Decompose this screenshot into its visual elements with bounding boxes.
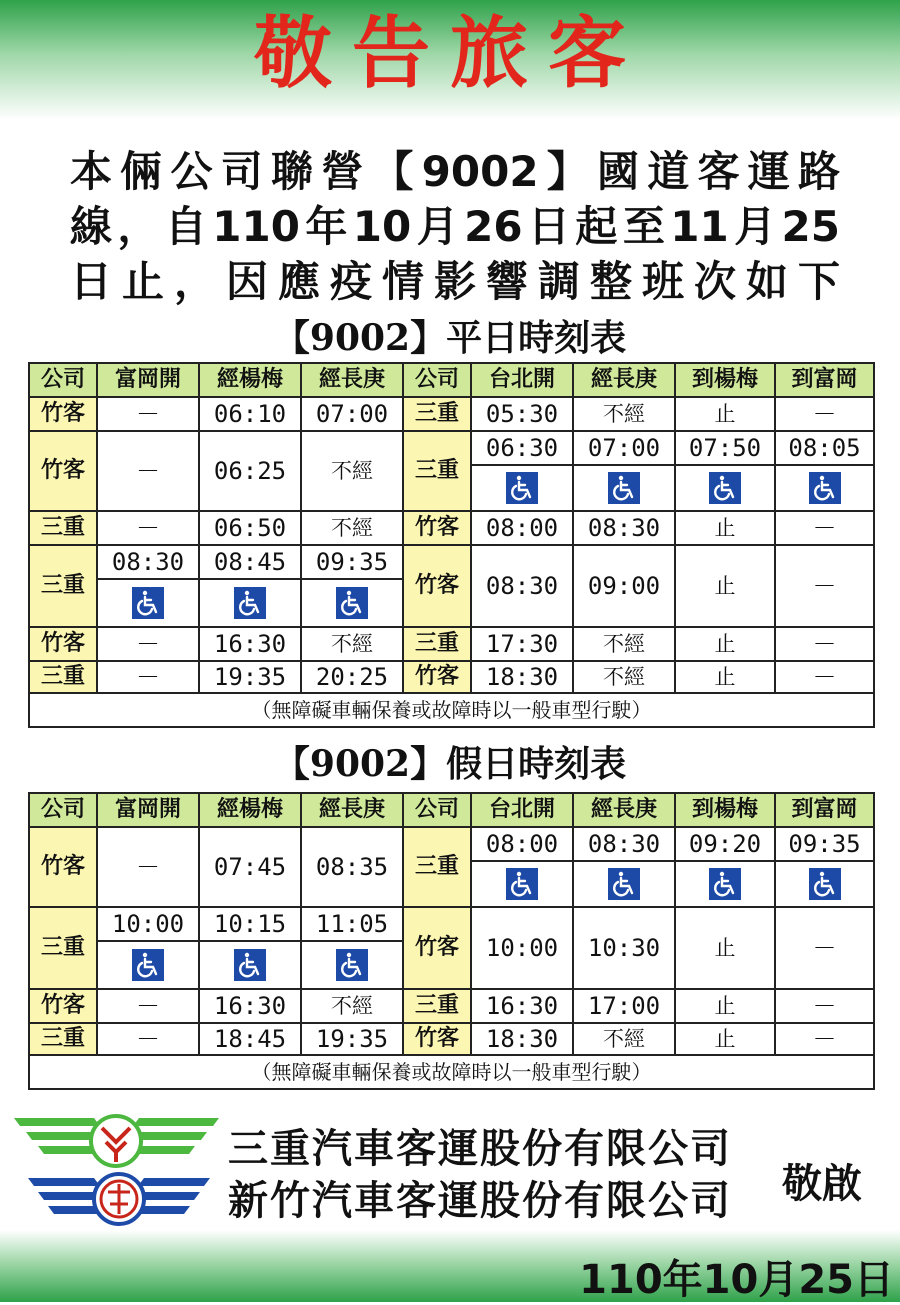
time-cell: － [775,1023,874,1055]
time-cell: 不經 [301,989,403,1023]
time-cell: 止 [675,627,775,661]
wheelchair-icon [132,949,164,981]
header-to-fugang: 到富岡 [775,363,874,397]
time-cell: 09:00 [573,545,675,627]
company-cell: 竹客 [29,989,97,1023]
wheelchair-icon [709,472,741,504]
company-cell: 三重 [403,827,471,907]
wheelchair-icon [608,868,640,900]
table-row [29,431,874,511]
accessible-time-cell [471,431,573,511]
time-label: 11:05 [302,908,402,942]
company-cell: 三重 [403,397,471,431]
table-row [29,907,874,989]
time-cell: 06:25 [199,431,301,511]
time-label: 09:20 [676,828,774,862]
time-cell: － [775,627,874,661]
time-cell: － [775,907,874,989]
company-cell: 三重 [29,1023,97,1055]
wheelchair-icon [132,587,164,619]
wheelchair-icon [809,868,841,900]
time-cell: 07:00 [301,397,403,431]
table-row [29,511,874,545]
time-label: 08:05 [776,432,873,466]
time-label: 08:00 [472,828,572,862]
time-cell: 16:30 [199,989,301,1023]
time-cell: 18:30 [471,1023,573,1055]
company-cell: 竹客 [403,661,471,693]
company-cell: 竹客 [29,827,97,907]
accessible-time-cell [775,431,874,511]
wheelchair-icon [336,587,368,619]
wheelchair-icon [709,868,741,900]
header-via-changgung: 經長庚 [573,793,675,827]
time-cell: － [97,431,199,511]
time-cell: 08:35 [301,827,403,907]
time-cell: 不經 [573,661,675,693]
notice-line-3: 日止，因應疫情影響調整班次如下 [70,257,840,306]
time-cell: 不經 [573,1023,675,1055]
header-company: 公司 [403,363,471,397]
wheelchair-icon [234,587,266,619]
table-row [29,1023,874,1055]
time-label: 08:30 [98,546,198,580]
header-taipei-depart: 台北開 [471,363,573,397]
time-cell: － [97,661,199,693]
time-cell: － [775,397,874,431]
time-cell: 10:00 [471,907,573,989]
company-cell: 竹客 [403,545,471,627]
company-cell: 竹客 [403,511,471,545]
time-cell: 08:30 [471,545,573,627]
accessibility-note: （無障礙車輛保養或故障時以一般車型行駛） [29,693,874,727]
time-cell: － [97,397,199,431]
header-via-yangmei: 經楊梅 [199,793,301,827]
time-cell: 不經 [573,627,675,661]
company-cell: 竹客 [29,397,97,431]
time-cell: 18:45 [199,1023,301,1055]
header-via-changgung: 經長庚 [301,793,403,827]
holiday-timetable [28,792,875,1090]
accessible-time-cell [199,907,301,989]
accessibility-note: （無障礙車輛保養或故障時以一般車型行駛） [29,1055,874,1089]
time-label: 07:00 [574,432,674,466]
table-row [29,661,874,693]
time-cell: － [97,511,199,545]
time-cell: 17:30 [471,627,573,661]
accessible-time-cell [775,827,874,907]
time-cell: 08:00 [471,511,573,545]
time-cell: － [775,545,874,627]
table-row [29,545,874,627]
time-cell: 06:50 [199,511,301,545]
time-cell: 19:35 [301,1023,403,1055]
header-company: 公司 [29,793,97,827]
time-cell: 止 [675,661,775,693]
time-cell: 止 [675,511,775,545]
time-label: 08:45 [200,546,300,580]
wheelchair-icon [506,472,538,504]
accessible-time-cell [199,545,301,627]
time-cell: 18:30 [471,661,573,693]
header-to-fugang: 到富岡 [775,793,874,827]
accessible-time-cell [573,431,675,511]
wheelchair-icon [506,868,538,900]
wheelchair-icon [336,949,368,981]
time-cell: 10:30 [573,907,675,989]
time-cell: － [775,661,874,693]
time-cell: 05:30 [471,397,573,431]
company-cell: 竹客 [403,1023,471,1055]
wheelchair-icon [608,472,640,504]
company-cell: 三重 [403,431,471,511]
notice-body [70,144,840,309]
notice-title: 敬告旅客 [253,9,646,99]
weekday-table-title: 【9002】平日時刻表 [273,317,627,359]
table-row [29,989,874,1023]
table-row [29,397,874,431]
header-fugang-depart: 富岡開 [97,793,199,827]
time-label: 10:15 [200,908,300,942]
table-row [29,627,874,661]
time-cell: 不經 [301,511,403,545]
notice-line-1: 本倆公司聯營【9002】國道客運路 [70,147,840,196]
header-via-changgung: 經長庚 [573,363,675,397]
time-cell: 20:25 [301,661,403,693]
accessible-time-cell [301,545,403,627]
company-cell: 三重 [29,661,97,693]
header-via-changgung: 經長庚 [301,363,403,397]
time-cell: 不經 [573,397,675,431]
header-company: 公司 [403,793,471,827]
header-via-yangmei: 經楊梅 [199,363,301,397]
time-cell: 06:10 [199,397,301,431]
notice-date: 110年10月25日 [579,1257,894,1303]
time-cell: 止 [675,545,775,627]
company-cell: 三重 [29,545,97,627]
company-cell: 竹客 [29,431,97,511]
table-row [29,827,874,907]
time-cell: 07:45 [199,827,301,907]
time-cell: 08:30 [573,511,675,545]
header-fugang-depart: 富岡開 [97,363,199,397]
time-cell: 止 [675,397,775,431]
accessible-time-cell [97,907,199,989]
weekday-timetable [28,362,875,728]
wheelchair-icon [234,949,266,981]
accessible-time-cell [573,827,675,907]
time-cell: － [97,827,199,907]
hsinchu-bus-logo [28,1170,210,1228]
company-name-hsinchu: 新竹汽車客運股份有限公司 [228,1178,732,1224]
company-cell: 三重 [29,511,97,545]
time-cell: 止 [675,1023,775,1055]
header-company: 公司 [29,363,97,397]
header-taipei-depart: 台北開 [471,793,573,827]
time-label: 09:35 [776,828,873,862]
time-cell: － [97,989,199,1023]
time-label: 08:30 [574,828,674,862]
company-cell: 竹客 [29,627,97,661]
accessible-time-cell [675,827,775,907]
time-label: 09:35 [302,546,402,580]
time-cell: 17:00 [573,989,675,1023]
company-cell: 三重 [29,907,97,989]
accessible-time-cell [675,431,775,511]
sanchong-bus-logo [14,1112,219,1170]
accessible-time-cell [301,907,403,989]
time-cell: － [775,511,874,545]
company-cell: 三重 [403,989,471,1023]
time-cell: 不經 [301,627,403,661]
header-to-yangmei: 到楊梅 [675,363,775,397]
time-cell: － [97,627,199,661]
header-row [29,793,874,827]
accessible-time-cell [471,827,573,907]
note-row [29,693,874,727]
header-row [29,363,874,397]
time-label: 07:50 [676,432,774,466]
time-label: 06:30 [472,432,572,466]
time-cell: 止 [675,907,775,989]
accessible-time-cell [97,545,199,627]
company-cell: 三重 [403,627,471,661]
company-name-sanchong: 三重汽車客運股份有限公司 [228,1126,732,1172]
time-cell: － [775,989,874,1023]
time-cell: 止 [675,989,775,1023]
wheelchair-icon [809,472,841,504]
notice-line-2: 線，自110年10月26日起至11月25 [70,202,840,251]
time-cell: － [97,1023,199,1055]
holiday-table-title: 【9002】假日時刻表 [273,743,627,785]
time-cell: 16:30 [471,989,573,1023]
header-to-yangmei: 到楊梅 [675,793,775,827]
time-cell: 19:35 [199,661,301,693]
company-cell: 竹客 [403,907,471,989]
time-cell: 不經 [301,431,403,511]
time-label: 10:00 [98,908,198,942]
time-cell: 16:30 [199,627,301,661]
closing-signoff: 敬啟 [782,1161,862,1207]
note-row [29,1055,874,1089]
